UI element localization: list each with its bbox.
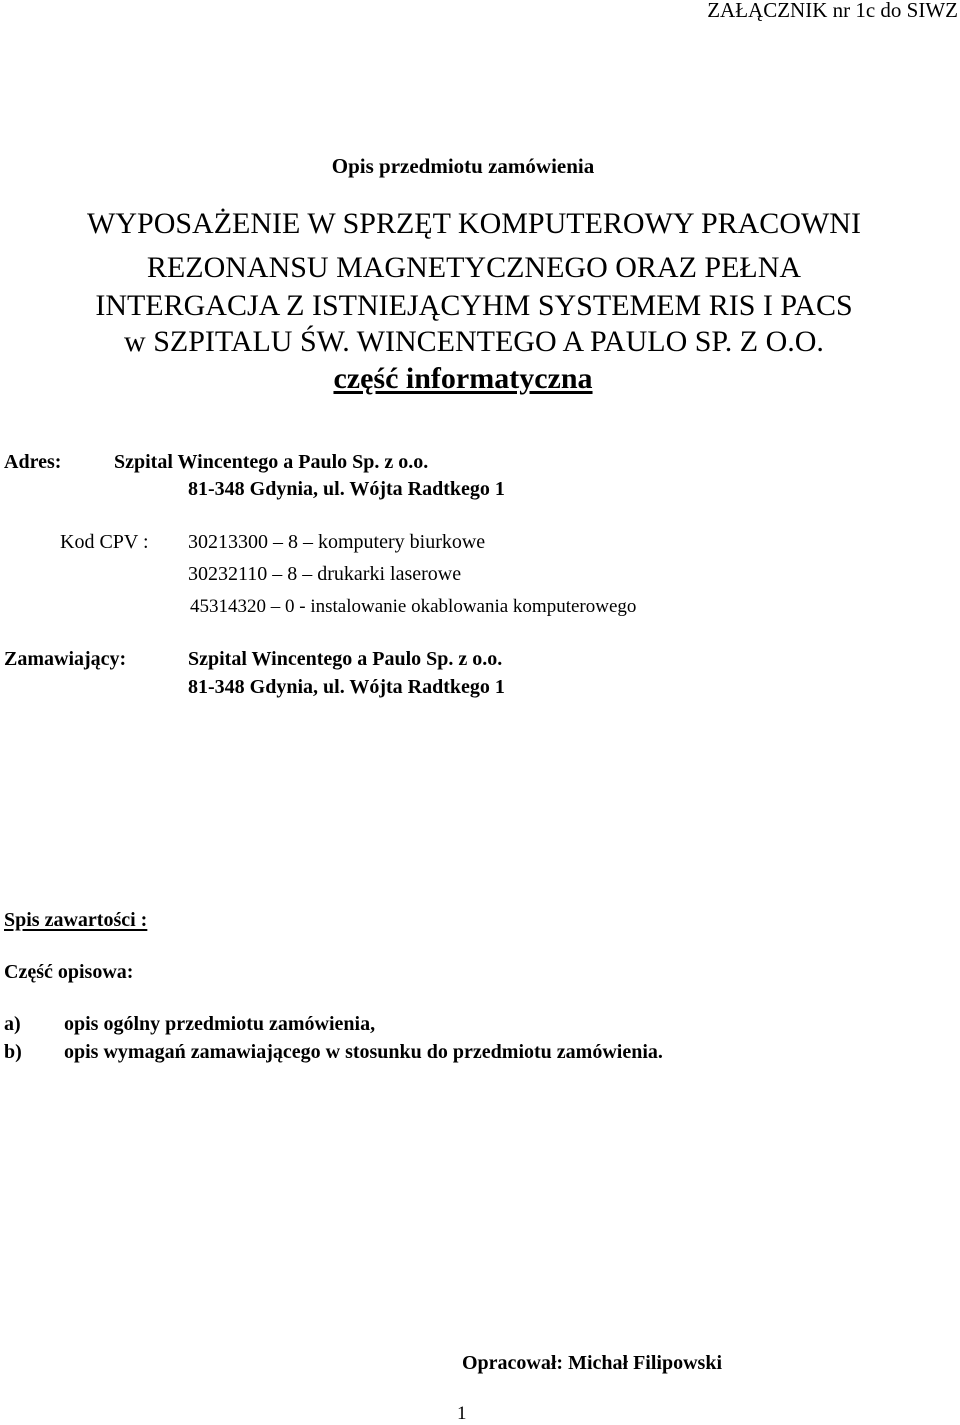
ordering-party-name: Szpital Wincentego a Paulo Sp. z o.o. [188, 648, 503, 670]
cpv-code-3: 45314320 – 0 - instalowanie okablowania komputerowego [190, 596, 637, 617]
toc-section-heading: Część opisowa: [4, 961, 134, 983]
address-label: Adres: [4, 451, 62, 473]
ordering-party-street: 81-348 Gdynia, ul. Wójta Radtkego 1 [188, 676, 505, 698]
toc-heading: Spis zawartości : [4, 909, 148, 931]
title-line-1: WYPOSAŻENIE W SPRZĘT KOMPUTEROWY PRACOWNI [87, 207, 861, 240]
toc-item [4, 1013, 375, 1036]
title-line-5: część informatyczna [333, 362, 593, 395]
cpv-label: Kod CPV : [60, 531, 149, 553]
title-line-2: REZONANSU MAGNETYCZNEGO ORAZ PEŁNA [146, 251, 802, 284]
document-subtitle: Opis przedmiotu zamówienia [331, 154, 595, 178]
author-credit: Opracował: Michał Filipowski [462, 1352, 722, 1374]
toc-item-text: opis ogólny przedmiotu zamówienia, [64, 1013, 376, 1035]
attachment-label: ZAŁĄCZNIK nr 1c do SIWZ [707, 0, 958, 22]
toc-item-marker: a) [4, 1013, 21, 1035]
toc-item [4, 1041, 663, 1064]
toc-item-marker: b) [4, 1041, 22, 1063]
toc-item-text: opis wymagań zamawiającego w stosunku do przedmiotu zamówienia. [64, 1041, 663, 1063]
title-line-4: w SZPITALU ŚW. WINCENTEGO A PAULO SP. Z O.O. [124, 325, 824, 358]
cpv-code-2: 30232110 – 8 – drukarki laserowe [188, 563, 462, 585]
address-name: Szpital Wincentego a Paulo Sp. z o.o. [114, 451, 429, 473]
cpv-code-1: 30213300 – 8 – komputery biurkowe [188, 531, 486, 553]
address-street: 81-348 Gdynia, ul. Wójta Radtkego 1 [188, 478, 505, 500]
title-line-3: INTERGACJA Z ISTNIEJĄCYHM SYSTEMEM RIS I PACS [95, 289, 853, 322]
page-number: 1 [457, 1403, 467, 1424]
ordering-party-label: Zamawiający: [4, 648, 127, 670]
